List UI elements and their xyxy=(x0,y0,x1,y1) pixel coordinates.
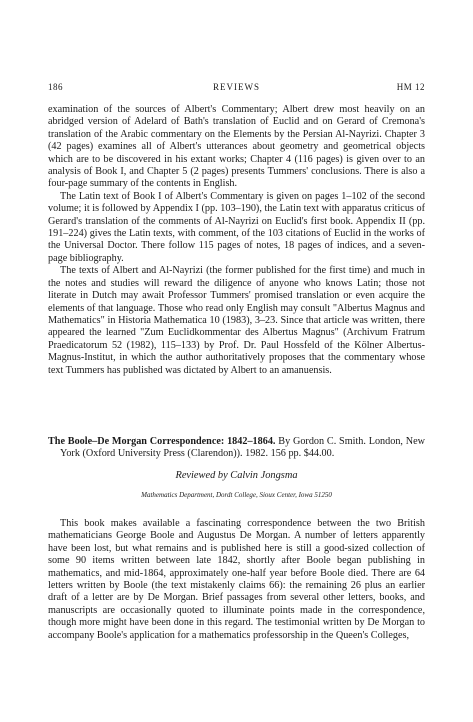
paragraph: examination of the sources of Albert's Commentary; Albert drew most heavily on an abridged version of Adelard of Bath's translation of Euclid and on Gerard of Cremona's translation of the Arabic commentary on the Elements by the Persian Al-Nayrizi. Chapter 3 (42 pages) examines all of Albert's utterances about geometry and geometrical objects which are to be discovered in his extant works; Chapter 4 (116 pages) is given over to an analysis of Book I, and Chapter 5 (2 pages) presents Tummers' conclusions. There is also a four-page summary of the contents in English. xyxy=(48,104,425,190)
book-citation: By Gordon C. Smith. London, New York (Oxford University Press (Clarendon)). 1982. 156 pp. $44.00. xyxy=(60,436,425,460)
running-title: REVIEWS xyxy=(213,82,260,92)
reviewer-affiliation: Mathematics Department, Dordt College, Sioux Center, Iowa 51250 xyxy=(141,491,332,499)
book-title: The Boole–De Morgan Correspondence: 1842–1864. xyxy=(48,436,276,447)
previous-review-continuation xyxy=(48,104,425,377)
page-header xyxy=(48,82,425,96)
paragraph: The texts of Albert and Al-Nayrizi (the former published for the first time) and much in the notes and studies will reward the diligence of anyone who knows Latin; those not literate in Dutch may await Professor Tummers' promised translation or even acquire the elements of that language. Those who read only English may consult "Albertus Magnus and Mathematics" in Historia Mathematica 10 (1983), 3–23. Since that article was written, there appeared the learned "Zum Euclidkommentar des Albertus Magnus" (Archivum Fratrum Praedicatorum 52 (1982), 115–133) by Prof. Dr. Paul Hossfeld of the Kölner Albertus-Magnus-Institut, in which the author authoritatively proposes that the commentary whose text Tummers has published was dictated by Albert to an amanuensis. xyxy=(48,265,425,376)
reviewer-line: Reviewed by Calvin Jongsma xyxy=(175,470,298,481)
page-number: 186 xyxy=(48,82,63,92)
volume-label: HM 12 xyxy=(396,82,425,92)
paragraph: This book makes available a fascinating correspondence between the two British mathematicians George Boole and Augustus De Morgan. A number of letters apparently have been lost, but what remains and is published here is still a good-sized collection of some 90 items written between late 1842, shortly after Boole began publishing in mathematics, and mid-1864, approximately one-half year before Boole died. There are 64 letters written by Boole (the text mistakenly claims 66): the remaining 26 plus an earlier draft of a letter are by De Morgan. Brief passages from several other letters, books, and manuscripts are occasionally quoted to illuminate points made in the correspondence, though more might have been done in this regard. The testimonial written by De Morgan to accompany Boole's application for a mathematics professorship in the Queen's Colleges, xyxy=(48,518,425,641)
review-body xyxy=(48,518,425,642)
paragraph: The Latin text of Book I of Albert's Commentary is given on pages 1–102 of the second volume; it is followed by Appendix I (pp. 103–190), the Latin text with apparatus criticus of Gerard's translation of the comments of Al-Nayrizi on Euclid's first book. Appendix II (pp. 191–224) gives the Latin texts, with comment, of the 103 citations of Euclid in the works of the Universal Doctor. There follow 115 pages of notes, 18 pages of indices, and a seven-page bibliography. xyxy=(48,190,425,264)
review-citation xyxy=(48,436,425,461)
